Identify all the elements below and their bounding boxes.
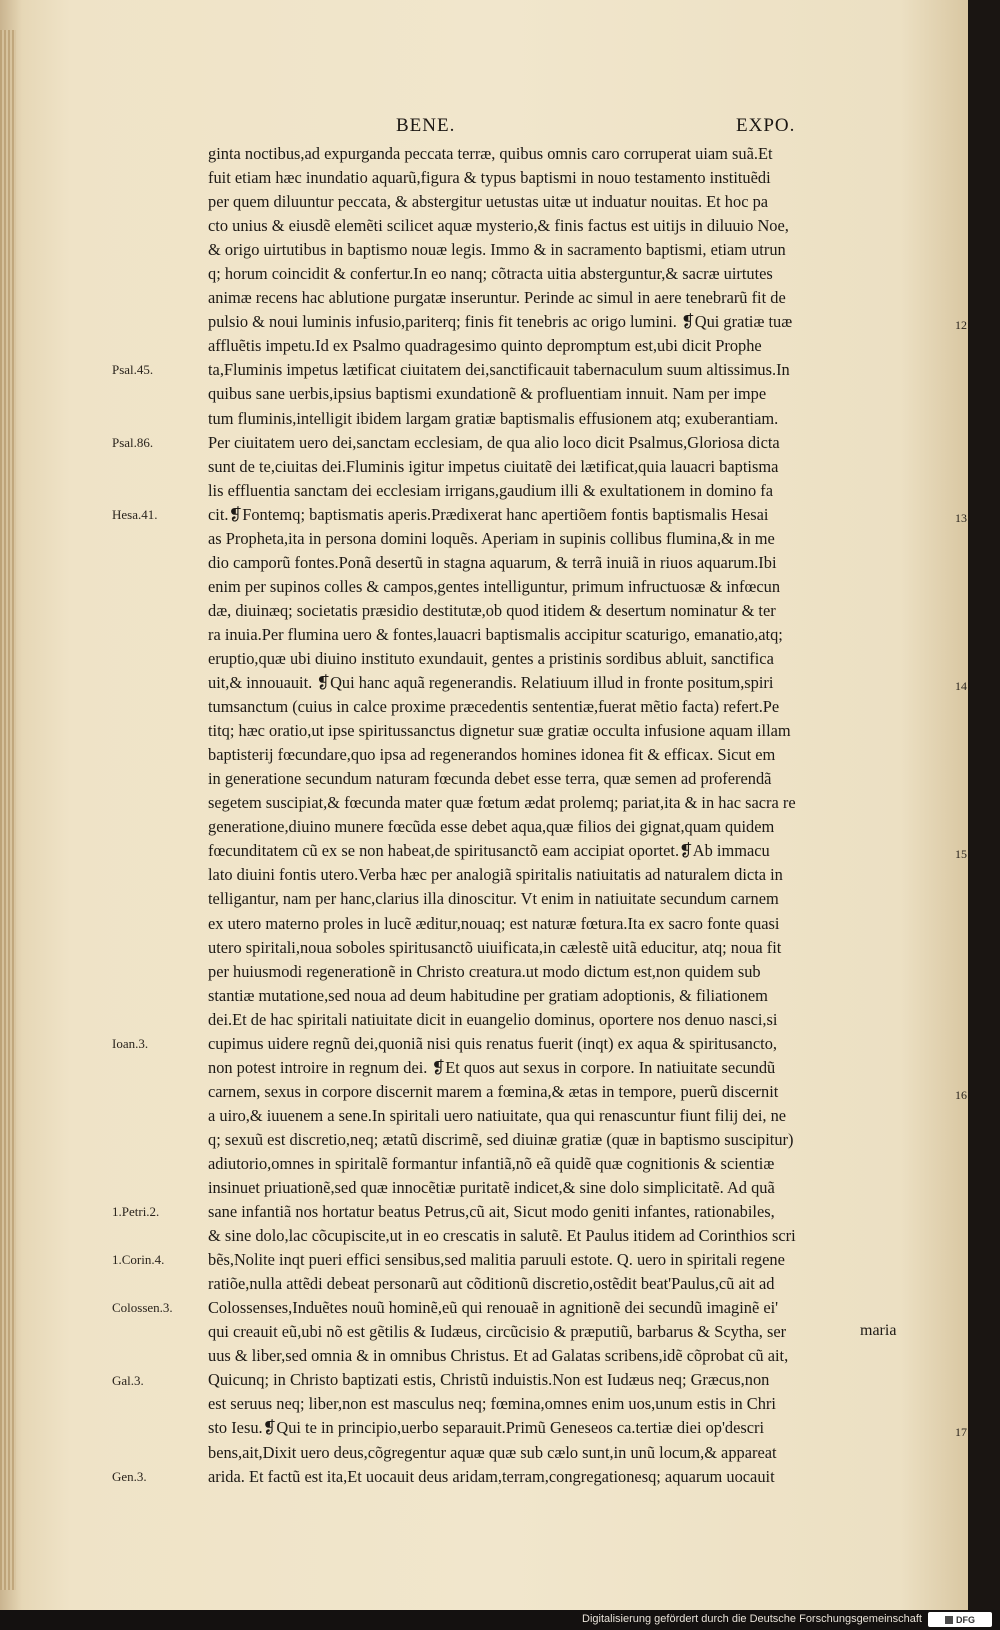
text-line: animæ recens hac ablutione purgatæ inseruntur. Perinde ac simul in aere tenebrarũ fit de [208, 288, 786, 308]
text-line: stantiæ mutatione,sed noua ad deum habitudine per gratiam adoptionis, & filiationem [208, 985, 768, 1005]
margin-reference: Ioan.3. [112, 1035, 149, 1051]
text-line: arida. Et factũ est ita,Et uocauit deus aridam,terram,congregationesq; aquarum uocauit [208, 1466, 775, 1486]
text-line: sane infantiã nos hortatur beatus Petrus,cũ ait, Sicut modo geniti infantes, rationabiles, [208, 1202, 775, 1222]
text-line: generatione,diuino munere fœcũda esse debet aqua,quæ filios dei gignat,quam quidem [208, 817, 775, 837]
text-line: eruptio,quæ ubi diuino instituto exundauit, gentes a pristinis sordibus abluit, sanctifica [208, 648, 774, 668]
dfg-logo [928, 1612, 992, 1627]
text-line: affluẽtis impetu.Id ex Psalmo quadragesimo quinto depromptum est,ubi dicit Prophe [208, 336, 762, 356]
text-line: & origo uirtutibus in baptismo nouæ legis. Immo & in sacramento baptismi, etiam utrun [208, 240, 786, 260]
text-line: fuit etiam hæc inundatio aquarũ,figura & typus baptismi in nouo testamento instituẽdi [208, 168, 771, 188]
margin-reference: Psal.86. [112, 434, 154, 450]
text-line: insinuet priuationẽ,sed quæ innocẽtiæ puritatẽ indicet,& sine dolo simplicitatẽ. Ad quã [208, 1178, 775, 1198]
text-line: dei.Et de hac spiritali natiuitate dicit in euangelio dominus, oportere nos denuo nasci,si [208, 1009, 778, 1029]
text-line: a uiro,& iuuenem a sene.In spiritali uero natiuitate, qua qui renascuntur fiunt filij dei, ne [208, 1105, 787, 1125]
text-line: sunt de te,ciuitas dei.Fluminis igitur impetus ciuitatẽ dei lætificat,quia lauacri baptisma [208, 456, 779, 476]
text-line: qui creauit eũ,ubi nõ est gẽtilis & Iudæus, circũcisio & præputiũ, barbarus & Scytha, ser [208, 1322, 787, 1342]
margin-reference: Hesa.41. [112, 506, 158, 522]
margin-reference: 1.Corin.4. [112, 1252, 165, 1268]
text-line: in generatione secundum naturam fœcunda debet esse terra, quæ semen ad proferendã [208, 769, 772, 789]
text-line: ratiõe,nulla attẽdi debeat personarũ aut cõditionũ discretio,ostẽdit beat'Paulus,cũ ait ad [208, 1274, 775, 1294]
text-line: tumsanctum (cuius in calce proxime præcedentis sententiæ,fuerat mẽtio facta) refert.Pe [208, 697, 780, 717]
text-line: cto unius & eiusdẽ elemẽti scilicet aquæ mysterio,& finis factus est uitijs in diluuio Noe, [208, 216, 789, 236]
running-head-right: EXPO. [736, 115, 796, 136]
text-line: & sine dolo,lac cõcupiscite,ut in eo crescatis in salutẽ. Et Paulus itidem ad Corinthios scri [208, 1226, 796, 1246]
text-line: ex utero materno proles in lucẽ æditur,nouaq; est naturæ fœtura.Ita ex sacro fonte quasi [208, 913, 780, 933]
text-line: Colossenses,Induẽtes nouũ hominẽ,eũ qui renouaẽ in agnitionẽ dei secundũ imaginẽ ei' [208, 1298, 779, 1318]
text-line: titq; hæc oratio,ut ipse spiritussanctus dignetur suæ gratiæ occulta infusione aquam illam [208, 721, 791, 741]
text-line: enim per supinos colles & campos,gentes intelliguntur, primum infructuosæ & infœcun [208, 576, 781, 596]
text-line: ta,Fluminis impetus lætificat ciuitatem dei,sanctificauit tabernaculum suum altissimus.In [208, 360, 790, 380]
text-line: non potest introire in regnum dei. ❡Et quos aut sexus in corpore. In natiuitate secundũ [208, 1057, 776, 1077]
main-text-block [208, 142, 956, 1489]
text-line: est seruus neq; liber,non est masculus neq; fœmina,omnes enim uos,unum estis in Chri [208, 1394, 776, 1414]
text-line: uit,& innouauit. ❡Qui hanc aquã regenerandis. Relatiuum illud in fronte positum,spiri [208, 673, 774, 693]
dfg-logo-square-icon [945, 1616, 953, 1624]
footer-bar [0, 1610, 1000, 1630]
text-line: carnem, sexus in corpore discernit marem a fœmina,& ætas in tempore, puerũ discernit [208, 1081, 779, 1101]
section-number: 14 [955, 679, 967, 694]
text-line: lato diuini fontis utero.Verba hæc per analogiã spiritalis natiuitatis ad naturalem dicta in [208, 865, 783, 885]
text-line: bens,ait,Dixit uero deus,cõgregentur aquæ quæ sub cælo sunt,in unũ locum,& appareat [208, 1442, 777, 1462]
text-line: baptisterij fœcundare,quo ipsa ad regenerandos homines idonea fit & efficax. Sicut em [208, 745, 776, 765]
margin-reference: Gal.3. [112, 1372, 144, 1388]
text-line: as Propheta,ita in persona domini loquẽs. Aperiam in supinis collibus flumina,& in me [208, 528, 775, 548]
text-line: bẽs,Nolite inqt pueri effici sensibus,sed malitia paruuli estote. Q. uero in spiritali regene [208, 1250, 785, 1270]
text-line: tum fluminis,intelligit ibidem largam gratiæ baptismalis effusionem atq; exuberantiam. [208, 408, 779, 428]
section-number: 15 [955, 847, 967, 862]
text-line: uus & liber,sed omnia & in omnibus Christus. Et ad Galatas scribens,idẽ cõprobat cũ ait, [208, 1346, 789, 1366]
running-head-left: BENE. [396, 115, 456, 136]
text-line: cupimus uidere regnũ dei,quoniã nisi quis renatus fuerit (inqt) ex aqua & spiritusancto, [208, 1033, 777, 1053]
section-number: 17 [955, 1424, 967, 1439]
margin-reference: 1.Petri.2. [112, 1204, 160, 1220]
catchword: maria [860, 1322, 897, 1339]
section-number: 12 [955, 318, 967, 333]
text-line: lis effluentia sanctam dei ecclesiam irrigans,gaudium illi & exultationem in domino fa [208, 480, 774, 500]
funding-notice: Digitalisierung gefördert durch die Deutsche Forschungsgemeinschaft [582, 1613, 922, 1625]
section-number: 13 [955, 510, 967, 525]
text-line: ginta noctibus,ad expurganda peccata terræ, quibus omnis caro corruperat uiam suã.Et [208, 144, 773, 163]
text-line: fœcunditatem cũ ex se non habeat,de spiritusanctõ eam accipiat oportet.❡Ab immacu [208, 841, 770, 861]
text-line: sto Iesu.❡Qui te in principio,uerbo separauit.Primũ Geneseos ca.tertiæ diei op'descri [208, 1418, 765, 1438]
text-line: q; horum coincidit & confertur.In eo nanq; cõtracta uitia absterguntur,& sacræ uirtutes [208, 264, 773, 284]
text-line: per huiusmodi regenerationẽ in Christo creatura.ut modo dictum est,non quidem sub [208, 961, 761, 981]
text-line: segetem suscipiat,& fœcunda mater quæ fœtum ædat prolemq; pariat,ita & in hac sacra re [208, 793, 796, 813]
text-line: telligantur, nam per hanc,clarius illa dinoscitur. Vt enim in natiuitate secundum carnem [208, 889, 779, 909]
margin-reference: Psal.45. [112, 362, 154, 378]
text-line: quibus sane uerbis,ipsius baptismi exundationẽ & profluentiam innuit. Nam per impe [208, 384, 767, 404]
section-number: 16 [955, 1087, 967, 1102]
text-line: per quem diluuntur peccata, & abstergitur uetustas uitæ ut induatur nouitas. Et hoc pa [208, 192, 769, 212]
text-line: Per ciuitatem uero dei,sanctam ecclesiam, de qua alio loco dicit Psalmus,Gloriosa dicta [208, 432, 780, 452]
margin-reference: Colossen.3. [112, 1300, 173, 1316]
text-line: cit.❡Fontemq; baptismatis aperis.Prædixerat hanc apertiõem fontis baptismalis Hesai [208, 504, 769, 524]
text-line: q; sexuũ est discretio,neq; ætatũ discrimẽ, sed diuinæ gratiæ (quæ in baptismo suscipitur) [208, 1129, 794, 1149]
page-edge [0, 30, 16, 1590]
text-line: adiutorio,omnes in spiritalẽ formantur infantiã,nõ eã quidẽ quæ cognitionis & scientiæ [208, 1153, 775, 1173]
dfg-logo-text: DFG [956, 1614, 975, 1625]
text-line: dio camporũ fontes.Ponã desertũ in stagna aquarum, & terrã inuiã in riuos aquarum.Ibi [208, 552, 777, 572]
text-line: dæ, diuinæq; societatis præsidio destitutæ,ob quod itidem & desertum nominatur & ter [208, 600, 776, 620]
margin-reference: Gen.3. [112, 1468, 147, 1484]
text-line: Quicunq; in Christo baptizati estis, Christũ induistis.Non est Iudæus neq; Græcus,non [208, 1370, 770, 1390]
text-line: ra inuia.Per flumina uero & fontes,lauacri baptismalis accipitur scaturigo, emanatio,atq; [208, 624, 783, 644]
text-line: pulsio & noui luminis infusio,pariterq; finis fit tenebris ac origo lumini. ❡Qui gratiæ tuæ [208, 312, 793, 332]
text-line: utero spiritali,noua soboles spiritusanctõ uiuificata,in cælestẽ uitã educitur, atq; noua fit [208, 937, 782, 957]
